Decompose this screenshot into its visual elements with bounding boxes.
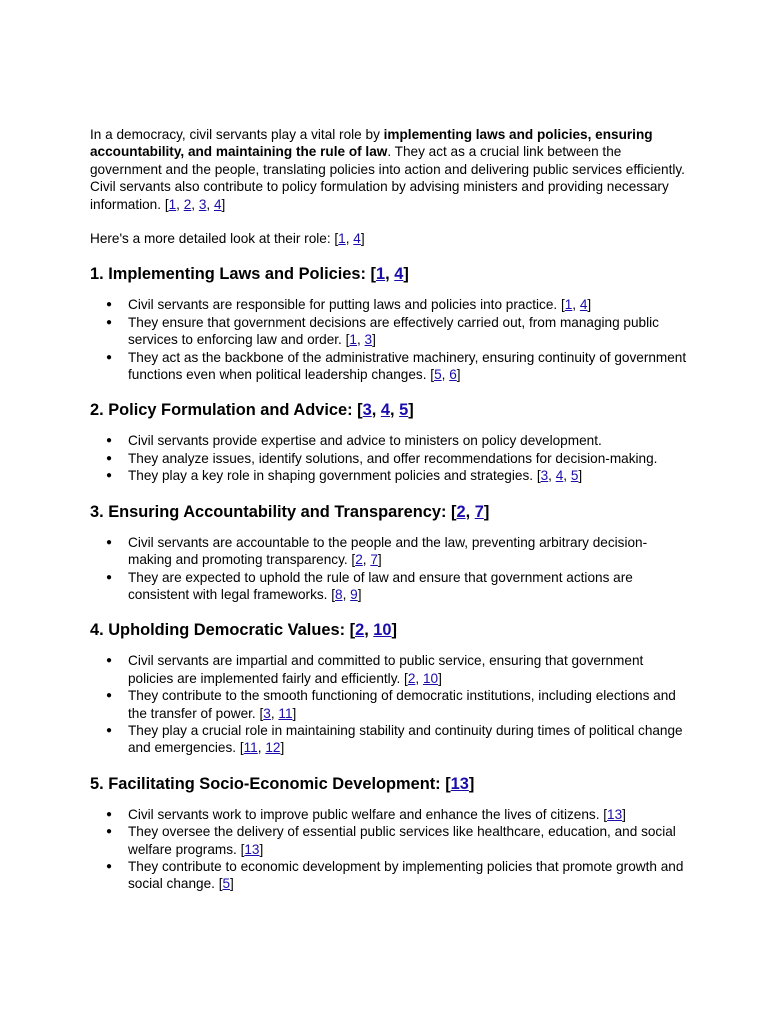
bullet-list — [90, 806, 690, 893]
list-item — [128, 569, 690, 604]
citation-link[interactable]: 13 — [607, 806, 623, 822]
section-heading-text: 4. Upholding Democratic Values: — [90, 621, 346, 640]
citation-link[interactable]: 3 — [263, 705, 271, 721]
list-item — [128, 534, 690, 569]
list-item-citations: [5] — [218, 876, 234, 892]
citation-link[interactable]: 1 — [349, 332, 357, 348]
section-heading — [90, 774, 690, 794]
citation-link[interactable]: 5 — [222, 876, 231, 892]
bullet-list — [90, 652, 690, 756]
list-item-text: Civil servants are responsible for putting laws and policies into practice. — [128, 297, 558, 313]
list-item-text: They are expected to uphold the rule of law and ensure that government actions are consistent with legal frameworks. — [128, 569, 633, 602]
list-item-citations: [1, 3] — [345, 332, 376, 348]
citation-link[interactable]: 4 — [380, 401, 390, 420]
list-item — [128, 652, 690, 687]
intro-citations: [1, 2, 3, 4] — [164, 196, 226, 212]
list-item-text: Civil servants provide expertise and advice to ministers on policy development. — [128, 433, 602, 449]
list-item-text: They oversee the delivery of essential public services like healthcare, education, and social welfare programs. — [128, 824, 676, 857]
sections-container — [90, 264, 690, 892]
section-heading — [90, 400, 690, 420]
citation-link[interactable]: 3 — [362, 401, 372, 420]
list-item-citations: [2, 7] — [351, 552, 382, 568]
citation-link[interactable]: 7 — [474, 502, 484, 521]
citation-link[interactable]: 1 — [168, 196, 177, 212]
list-item — [128, 450, 690, 467]
section-heading — [90, 264, 690, 284]
section-heading-citations: [2, 7] — [451, 502, 490, 521]
intro-bold-text: implementing laws and policies, ensuring accountability, and maintaining the rule of law — [90, 127, 653, 160]
section-heading — [90, 620, 690, 640]
citation-link[interactable]: 10 — [373, 621, 392, 640]
list-item-text: They ensure that government decisions are effectively carried out, from managing public services to enforcing law and order. — [128, 314, 659, 348]
section-heading-text: 1. Implementing Laws and Policies: — [90, 265, 366, 284]
intro-text-start: In a democracy, civil servants play a vital role by — [90, 127, 384, 142]
list-item — [128, 823, 690, 858]
citation-link[interactable]: 5 — [399, 401, 409, 420]
citation-link[interactable]: 1 — [564, 297, 573, 313]
section-heading — [90, 502, 690, 522]
list-item — [128, 806, 690, 823]
citation-link[interactable]: 8 — [335, 586, 343, 602]
citation-link[interactable]: 9 — [350, 586, 358, 602]
list-item-text: They contribute to economic development by implementing policies that promote growth and social change. — [128, 858, 684, 892]
list-item-citations: [5, 6] — [430, 367, 461, 383]
list-item — [128, 349, 690, 384]
list-item — [128, 858, 690, 893]
list-item-text: They play a key role in shaping government policies and strategies. — [128, 468, 534, 484]
section-heading-text: 2. Policy Formulation and Advice: — [90, 401, 353, 420]
citation-link[interactable]: 5 — [434, 367, 442, 383]
citation-link[interactable]: 1 — [376, 265, 386, 284]
intro-text-end: . They act as a crucial link between the government and the people, translating policies into action and delivering public services efficiently. Civil servants also contribute to policy formulation by advising ministers and providing necessary information. — [90, 144, 685, 212]
list-item-text: They contribute to the smooth functioning of democratic institutions, including elections and the transfer of power. — [128, 688, 676, 721]
list-item-text: Civil servants work to improve public welfare and enhance the lives of citizens. — [128, 806, 600, 822]
citation-link[interactable]: 2 — [355, 552, 363, 568]
list-item-citations: [8, 9] — [331, 586, 362, 602]
list-item-text: They play a crucial role in maintaining stability and continuity during times of political change and emergencies. — [128, 722, 683, 756]
citation-link[interactable]: 2 — [183, 196, 192, 212]
list-item-text: Civil servants are impartial and committed to public service, ensuring that government policies are implemented fairly and efficiently. — [128, 653, 644, 686]
intro-paragraph — [90, 126, 690, 213]
list-item-citations: [3, 11] — [259, 705, 297, 721]
section-heading-text: 5. Facilitating Socio-Economic Development: — [90, 774, 441, 793]
list-item-text: They act as the backbone of the administrative machinery, ensuring continuity of government functions even when political leadership changes. — [128, 349, 687, 383]
citation-link[interactable]: 11 — [243, 740, 258, 756]
section-heading-citations: [13] — [445, 774, 475, 793]
list-item — [128, 296, 690, 313]
citation-link[interactable]: 2 — [407, 670, 416, 686]
citation-link[interactable]: 4 — [555, 468, 564, 484]
citation-link[interactable]: 1 — [338, 231, 346, 247]
lead-text: Here's a more detailed look at their role: — [90, 231, 331, 247]
list-item-citations: [11, 12] — [239, 740, 285, 756]
citation-link[interactable]: 4 — [213, 196, 222, 212]
list-item-citations: [2, 10] — [404, 670, 442, 686]
section-heading-citations: [3, 4, 5] — [357, 401, 414, 420]
lead-paragraph — [90, 230, 690, 247]
citation-link[interactable]: 5 — [570, 468, 579, 484]
bullet-list — [90, 432, 690, 484]
citation-link[interactable]: 10 — [422, 670, 439, 686]
citation-link[interactable]: 13 — [244, 841, 260, 857]
list-item-citations: [1, 4] — [560, 297, 592, 313]
citation-link[interactable]: 12 — [265, 740, 281, 756]
list-item — [128, 432, 690, 449]
list-item-citations: [13] — [603, 806, 626, 822]
citation-link[interactable]: 7 — [370, 552, 378, 568]
bullet-list — [90, 534, 690, 604]
list-item — [128, 467, 690, 484]
citation-link[interactable]: 4 — [394, 265, 404, 284]
list-item-citations: [13] — [240, 841, 264, 857]
list-item-text: Civil servants are accountable to the people and the law, preventing arbitrary decision-making and promoting transparency. — [128, 534, 648, 568]
list-item-citations: [3, 4, 5] — [536, 468, 583, 484]
citation-link[interactable]: 3 — [540, 468, 549, 484]
citation-link[interactable]: 13 — [450, 774, 469, 793]
list-item — [128, 687, 690, 722]
list-item — [128, 314, 690, 349]
citation-link[interactable]: 6 — [449, 367, 457, 383]
citation-link[interactable]: 11 — [278, 705, 293, 721]
document-body — [90, 126, 690, 893]
section-heading-citations: [2, 10] — [349, 621, 397, 640]
bullet-list — [90, 296, 690, 383]
list-item — [128, 722, 690, 757]
citation-link[interactable]: 4 — [579, 297, 588, 313]
section-heading-text: 3. Ensuring Accountability and Transparency: — [90, 502, 447, 521]
citation-link[interactable]: 4 — [353, 231, 361, 247]
lead-citations: [1, 4] — [334, 231, 365, 247]
section-heading-citations: [1, 4] — [370, 265, 409, 284]
list-item-text: They analyze issues, identify solutions, and offer recommendations for decision-making. — [128, 450, 658, 466]
citation-link[interactable]: 2 — [456, 502, 466, 521]
citation-link[interactable]: 3 — [364, 332, 373, 348]
citation-link[interactable]: 2 — [355, 621, 365, 640]
citation-link[interactable]: 3 — [198, 196, 207, 212]
